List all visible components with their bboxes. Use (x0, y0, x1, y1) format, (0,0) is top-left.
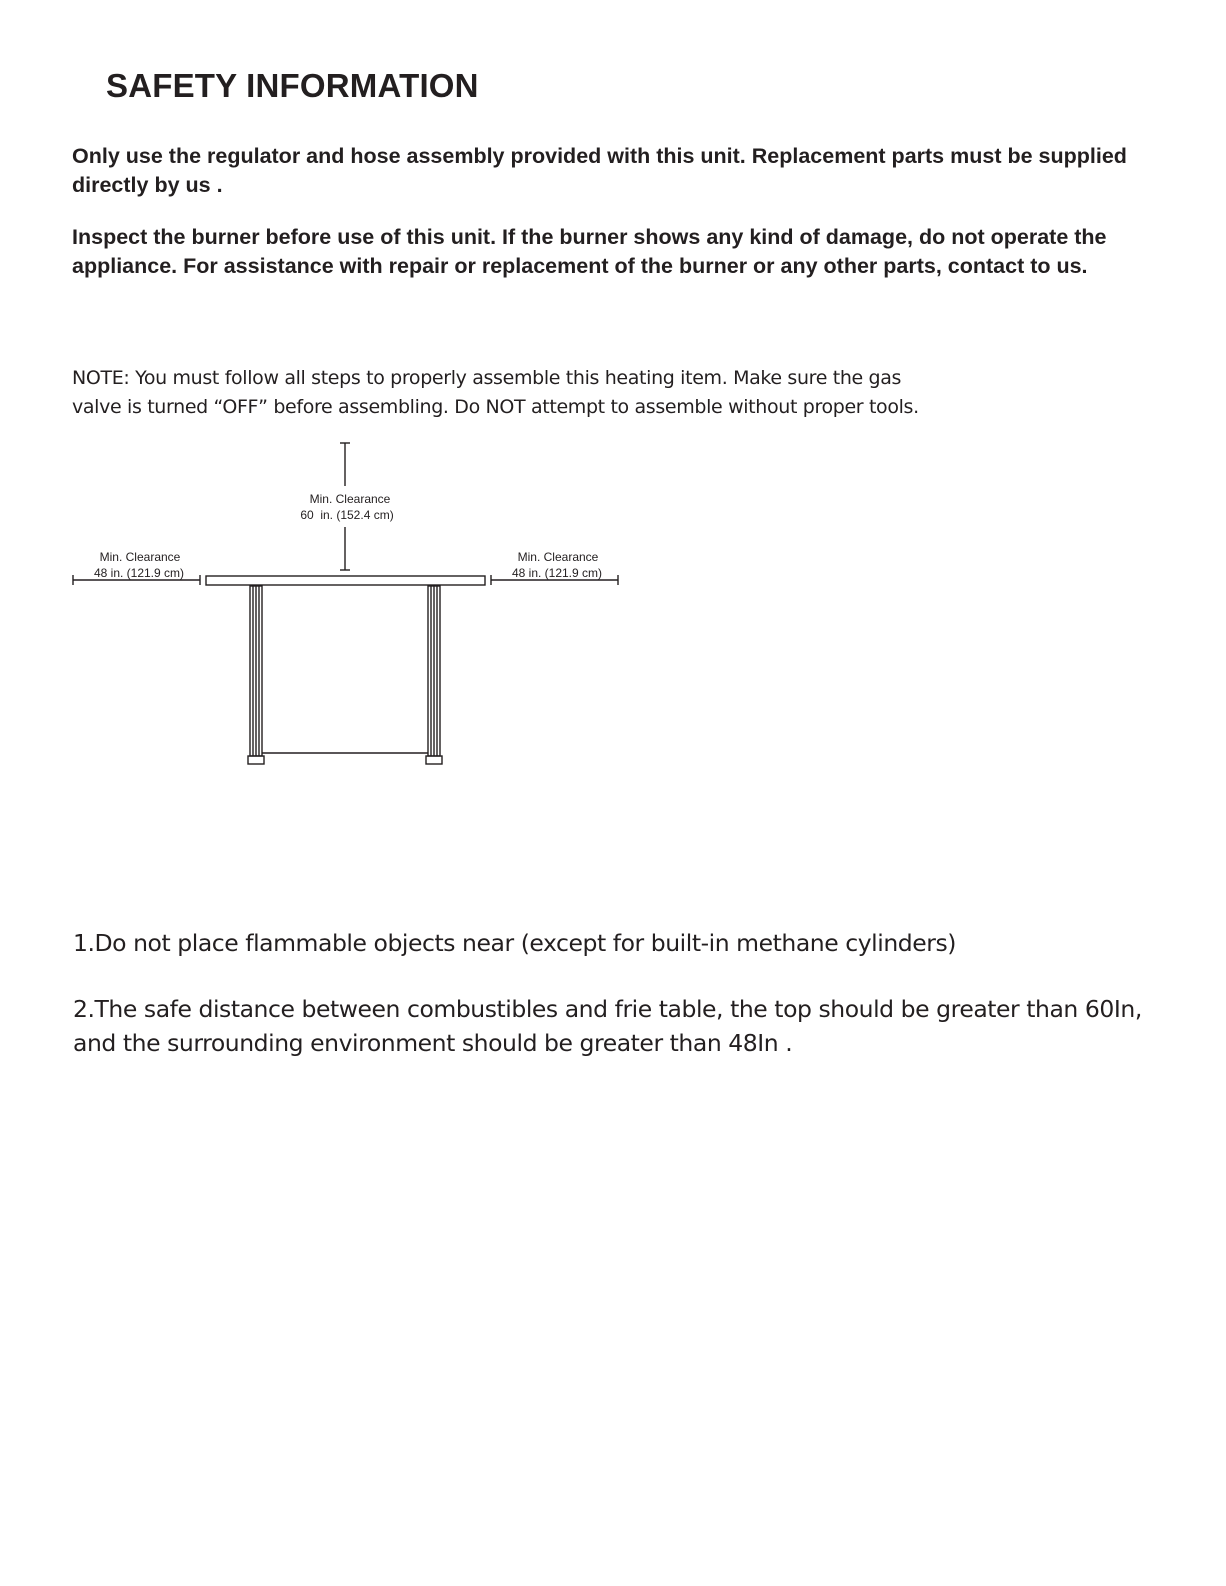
list-item-line: and the surrounding environment should be greater than 48In . (73, 1028, 793, 1057)
note-line: valve is turned “OFF” before assembling. Do NOT attempt to assemble without proper tools. (72, 395, 919, 418)
page-title: SAFETY INFORMATION (106, 67, 479, 104)
table-leg-left (248, 586, 264, 764)
note-line: NOTE: You must follow all steps to properly assemble this heating item. Make sure the gas (72, 367, 902, 389)
top-clearance-value: 60 in. (152.4 cm) (300, 508, 394, 522)
list-item-line: 1.Do not place flammable objects near (except for built-in methane cylinders) (73, 929, 956, 957)
table-top (206, 576, 485, 585)
burner-inspection-paragraph: Inspect the burner before use of this unit. If the burner shows any kind of damage, do not operate the appliance. For assistance with repair or replacement of the burner or any other parts, contact to us. (72, 225, 1107, 278)
safety-list-item (73, 993, 1142, 1060)
clearance-diagram (60, 436, 640, 776)
top-clearance-line (340, 443, 350, 570)
safety-list-item (73, 927, 956, 961)
table-leg-right (426, 586, 442, 764)
regulator-warning-paragraph: Only use the regulator and hose assembly provided with this unit. Replacement parts must be supplied directly by us . (72, 144, 1127, 197)
right-clearance-value: 48 in. (121.9 cm) (511, 566, 603, 580)
left-clearance-label: Min. Clearance (99, 550, 181, 564)
right-clearance-label: Min. Clearance (517, 550, 599, 564)
assembly-note (72, 364, 919, 421)
left-clearance-value: 48 in. (121.9 cm) (93, 566, 185, 580)
list-item-line: 2.The safe distance between combustibles and frie table, the top should be greater than 60In, (73, 995, 1142, 1023)
top-clearance-label: Min. Clearance (309, 492, 391, 506)
